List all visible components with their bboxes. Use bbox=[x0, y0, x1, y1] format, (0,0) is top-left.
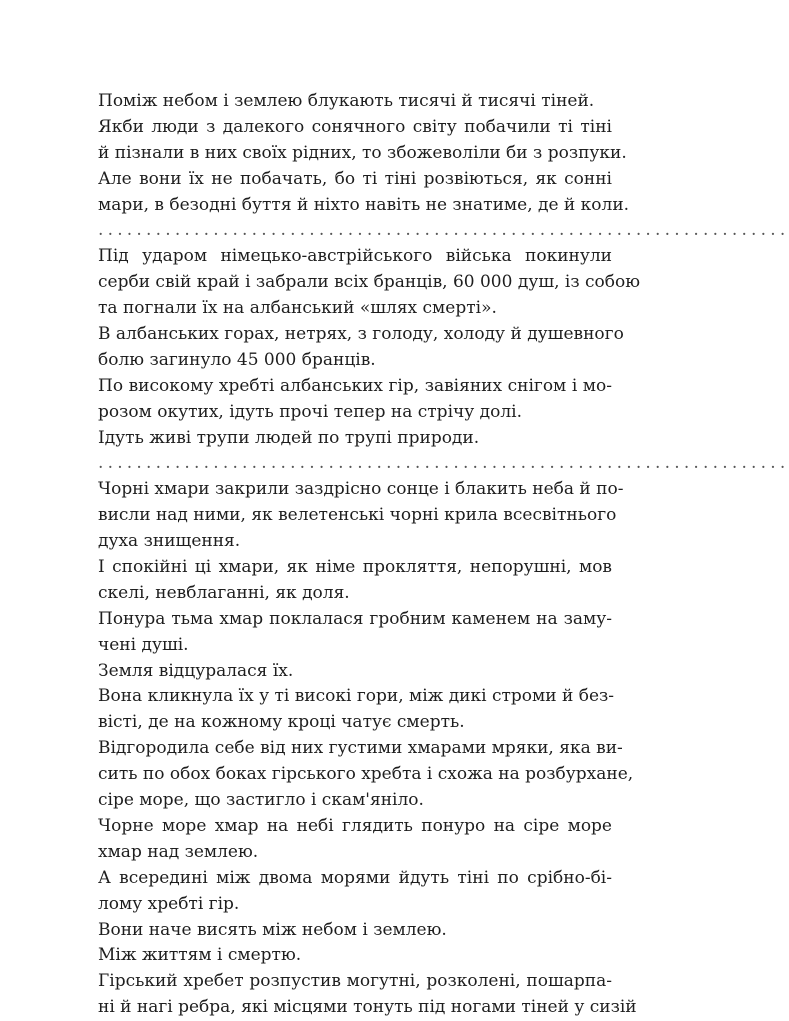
text-line: та погнали їх на албанський «шлях смерті». bbox=[98, 298, 497, 319]
text-line: Але вони їх не побачать, бо ті тіні розвіються, як сонні bbox=[98, 168, 612, 189]
text-line: чені душі. bbox=[98, 634, 189, 655]
text-line: Земля відцуралася їх. bbox=[98, 660, 294, 681]
text-line: Вони наче висять між небом і землею. bbox=[98, 919, 447, 940]
text-line: серби свій край і забрали всіх бранців, 60 000 душ, із собою bbox=[98, 272, 641, 293]
text-line: висли над ними, як велетенські чорні крила всесвітнього bbox=[98, 505, 617, 526]
text-line: розом окутих, ідуть прочі тепер на стрічу долі. bbox=[98, 401, 522, 422]
text-line: І спокійні ці хмари, як німе прокляття, непорушні, мов bbox=[98, 557, 612, 578]
text-line: й пізнали в них своїх рідних, то збожеволіли би з розпуки. bbox=[98, 142, 627, 163]
section-separator: ........................................................................ bbox=[98, 453, 789, 474]
text-line: Під ударом німецько-австрійського війська покинули bbox=[98, 246, 612, 267]
text-line: вісті, де на кожному кроці чатує смерть. bbox=[98, 712, 465, 733]
text-line: По високому хребті албанських гір, завіяних снігом і мо- bbox=[98, 375, 612, 396]
text-line: хмар над землею. bbox=[98, 841, 259, 862]
text-line: Вона кликнула їх у ті високі гори, між дикі строми й без- bbox=[98, 686, 615, 707]
text-line: сіре море, що застигло і скам'яніло. bbox=[98, 790, 424, 811]
text-line: А всередині між двома морями йдуть тіні по срібно-бі- bbox=[98, 867, 612, 888]
text-line: Між життям і смертю. bbox=[98, 945, 302, 966]
text-line: сить по обох боках гірського хребта і схожа на розбурхане, bbox=[98, 764, 634, 785]
section-separator: ........................................................................ bbox=[98, 220, 789, 241]
text-line: ні й нагі ребра, які місцями тонуть під ногами тіней у сизій bbox=[98, 997, 637, 1018]
text-line: Відгородила себе від них густими хмарами мряки, яка ви- bbox=[98, 738, 623, 759]
text-line: В албанських горах, нетрях, з голоду, холоду й душевного bbox=[98, 324, 624, 345]
text-line: Чорні хмари закрили заздрісно сонце і блакить неба й по- bbox=[98, 479, 624, 500]
text-line: Понура тьма хмар поклалася гробним каменем на заму- bbox=[98, 608, 612, 629]
text-line: Ідуть живі трупи людей по трупі природи. bbox=[98, 427, 480, 448]
body-text bbox=[98, 89, 789, 1021]
text-line: Поміж небом і землею блукають тисячі й тисячі тіней. bbox=[98, 91, 595, 111]
text-line: болю загинуло 45 000 бранців. bbox=[98, 349, 376, 370]
text-line: Якби люди з далекого сонячного світу побачили ті тіні bbox=[98, 116, 612, 137]
text-line: лому хребті гір. bbox=[98, 893, 240, 914]
text-line: духа знищення. bbox=[98, 531, 241, 552]
text-line: скелі, невблаганні, як доля. bbox=[98, 582, 350, 603]
text-line: Чорне море хмар на небі глядить понуро на сіре море bbox=[98, 815, 612, 836]
text-line: Гірський хребет розпустив могутні, розколені, пошарпа- bbox=[98, 971, 612, 992]
text-line: мари, в безодні буття й ніхто навіть не знатиме, де й коли. bbox=[98, 194, 630, 215]
